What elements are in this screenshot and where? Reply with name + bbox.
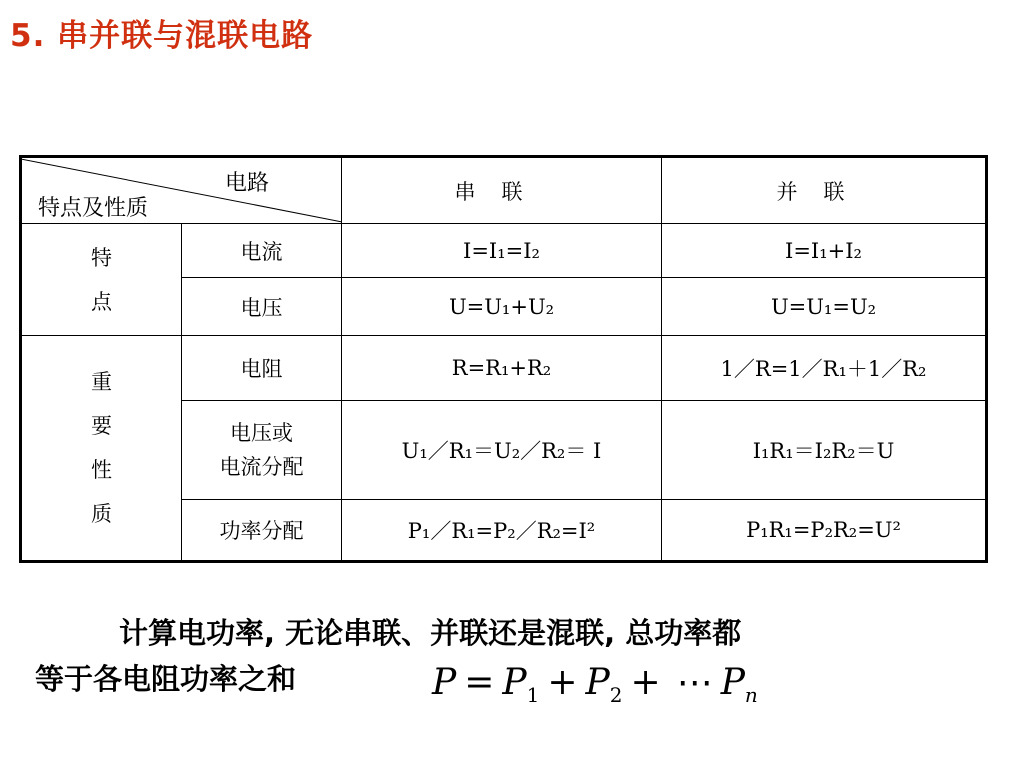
group-features xyxy=(21,224,182,336)
group-features-char: 点 xyxy=(91,289,112,314)
row-label-distribution xyxy=(182,401,342,500)
header-series: 串联 xyxy=(342,157,662,224)
diagonal-header-cell xyxy=(21,157,342,224)
summary-line-2: 等于各电阻功率之和 xyxy=(35,662,297,696)
circuit-comparison-table xyxy=(19,155,988,563)
cell-voltage-parallel: U=U₁=U₂ xyxy=(662,278,987,336)
eq-term1: P xyxy=(502,662,527,703)
table-header-row xyxy=(21,157,987,224)
cell-voltage-series: U=U₁+U₂ xyxy=(342,278,662,336)
table-row-resistance xyxy=(21,336,987,401)
group-important-properties xyxy=(21,336,182,562)
cell-power-series: P₁／R₁=P₂／R₂=I² xyxy=(342,500,662,562)
group-properties-char: 重 xyxy=(91,370,112,394)
eq-term2: P xyxy=(585,662,610,703)
cell-power-parallel: P₁R₁=P₂R₂=U² xyxy=(662,500,987,562)
cell-distribution-parallel: I₁R₁＝I₂R₂＝U xyxy=(662,401,987,500)
cell-distribution-series: U₁／R₁＝U₂／R₂＝ I xyxy=(342,401,662,500)
row-label-power: 功率分配 xyxy=(182,500,342,562)
eq-sub1: 1 xyxy=(526,683,540,708)
total-power-equation xyxy=(432,662,758,707)
row-label-distribution-line1: 电压或 xyxy=(230,421,293,445)
cell-resistance-parallel: 1／R=1／R₁＋1／R₂ xyxy=(662,336,987,401)
group-properties-char: 质 xyxy=(91,502,112,526)
row-label-resistance: 电阻 xyxy=(182,336,342,401)
eq-plus1: + xyxy=(547,662,578,703)
group-properties-char: 要 xyxy=(91,414,112,438)
slide-title: 5. 串并联与混联电路 xyxy=(10,18,314,54)
header-parallel: 并联 xyxy=(662,157,987,224)
eq-plus2: + xyxy=(630,662,661,703)
eq-sub2: 2 xyxy=(609,683,623,708)
eq-subn: n xyxy=(744,683,758,708)
group-features-char: 特 xyxy=(91,245,112,270)
header-corner-properties: 特点及性质 xyxy=(38,196,149,221)
cell-current-parallel: I=I₁+I₂ xyxy=(662,224,987,278)
group-properties-char: 性 xyxy=(91,458,112,482)
eq-equals: = xyxy=(464,662,495,703)
eq-termn: P xyxy=(720,662,745,703)
header-corner-circuit: 电路 xyxy=(224,171,269,196)
row-label-distribution-line2: 电流分配 xyxy=(219,455,304,479)
summary-line-1: 计算电功率, 无论串联、并联还是混联, 总功率都 xyxy=(119,616,742,650)
row-label-current: 电流 xyxy=(182,224,342,278)
eq-dots: ⋯ xyxy=(676,662,713,703)
eq-lhs: P xyxy=(432,662,457,703)
row-label-voltage: 电压 xyxy=(182,278,342,336)
cell-current-series: I=I₁=I₂ xyxy=(342,224,662,278)
cell-resistance-series: R=R₁+R₂ xyxy=(342,336,662,401)
table-row-current xyxy=(21,224,987,278)
